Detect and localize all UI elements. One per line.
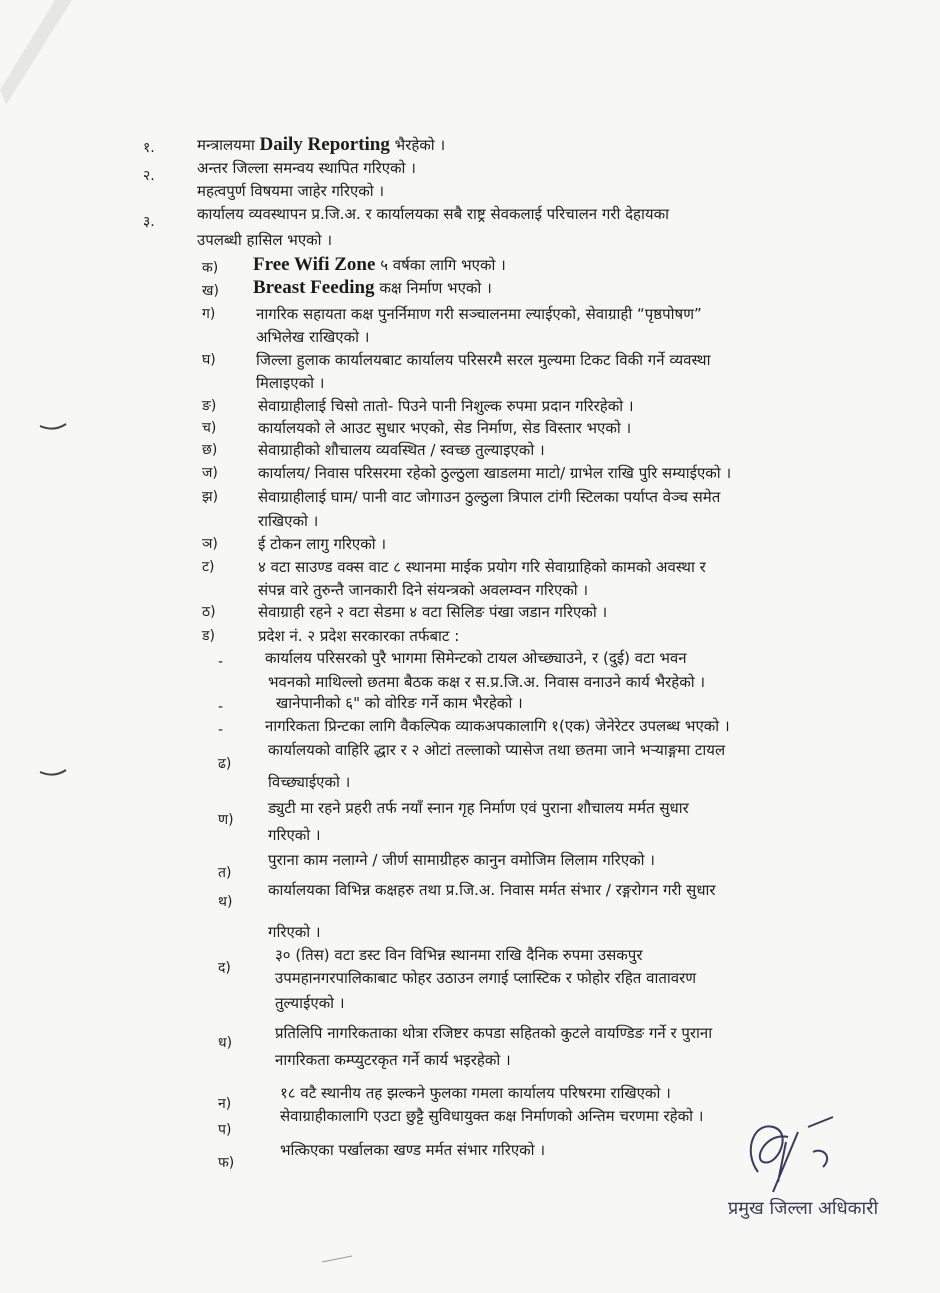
item-text-english: Daily Reporting bbox=[259, 134, 390, 155]
dash-text: भवनको माथिल्लो छतमा बैठक कक्ष र स.प्र.जि.अ. निवास वनाउने कार्य भैरहेको । bbox=[268, 673, 706, 691]
subitem-text: प्रदेश नं. २ प्रदेश सरकारका तर्फबाट : bbox=[258, 627, 460, 645]
subitem-label: ञ) bbox=[202, 536, 218, 552]
subitem-label: फ) bbox=[218, 1155, 235, 1171]
subitem-label: ध) bbox=[218, 1035, 233, 1051]
subitem-text: गरिएको । bbox=[268, 923, 321, 941]
item-text: महत्वपुर्ण विषयमा जाहेर गरिएको । bbox=[197, 182, 385, 200]
subitem-text: पुराना काम नलाग्ने / जीर्ण सामाग्रीहरु कानुन वमोजिम लिलाम गरिएको । bbox=[268, 851, 655, 869]
subitem-label: छ) bbox=[202, 442, 218, 458]
item-text-part: मन्त्रालयमा bbox=[197, 136, 260, 154]
subitem-label: ज) bbox=[202, 465, 218, 481]
subitem-text: ३० (तिस) वटा डस्ट विन विभिन्न स्थानमा राखि दैनिक रुपमा उसकपुर bbox=[275, 946, 643, 964]
subitem-text bbox=[253, 278, 492, 298]
item-text-part: भैरहेको । bbox=[389, 136, 446, 154]
subitem-label: द) bbox=[218, 960, 231, 976]
subitem-text: ४ वटा साउण्ड वक्स वाट ८ स्थानमा माईक प्रयोग गरि सेवाग्राहिको कामको अवस्था र bbox=[258, 558, 706, 576]
subitem-label: ख) bbox=[202, 283, 219, 299]
subitem-text: सेवाग्राही रहने २ वटा सेडमा ४ वटा सिलिङ पंखा जडान गरिएको । bbox=[258, 603, 608, 621]
subitem-text: ई टोकन लागु गरिएको । bbox=[258, 535, 387, 553]
subitem-text: प्रतिलिपि नागरिकताका थोत्रा रजिष्टर कपडा सहितको कुटले वायण्डिङ गर्ने र पुराना bbox=[275, 1024, 713, 1042]
subitem-text-english: Free Wifi Zone bbox=[253, 254, 376, 275]
subitem-label: ग) bbox=[202, 306, 216, 322]
subitem-text: सेवाग्राहीकालागि एउटा छुट्टै सुविधायुक्त कक्ष निर्माणको अन्तिम चरणमा रहेको । bbox=[280, 1107, 704, 1125]
signature-title: प्रमुख जिल्ला अधिकारी bbox=[728, 1198, 879, 1219]
subitem-label: त) bbox=[218, 865, 232, 881]
subitem-text bbox=[253, 255, 506, 275]
subitem-label: प) bbox=[218, 1122, 232, 1138]
subitem-text-english: Breast Feeding bbox=[253, 277, 375, 298]
subitem-text: नागरिकता कम्प्युटरकृत गर्ने कार्य भइरहेको । bbox=[275, 1051, 511, 1069]
subitem-text-part: कक्ष निर्माण भएको । bbox=[374, 279, 492, 297]
item-text: उपलब्धी हासिल भएको । bbox=[197, 231, 333, 249]
subitem-text: भत्किएका पर्खालका खण्ड मर्मत संभार गरिएको । bbox=[280, 1141, 546, 1159]
subitem-text: अभिलेख राखिएको । bbox=[256, 328, 370, 346]
subitem-text: कार्यालयका विभिन्न कक्षहरु तथा प्र.जि.अ. निवास मर्मत संभार / रङ्गरोगन गरी सुधार bbox=[268, 881, 716, 899]
subitem-label: ण) bbox=[218, 812, 234, 828]
subitem-label: ढ) bbox=[218, 756, 232, 772]
dash-bullet: - bbox=[218, 722, 224, 738]
dash-text: खानेपानीको ६" को वोरिङ गर्ने काम भैरहेको । bbox=[276, 694, 523, 712]
handwritten-signature bbox=[738, 1112, 858, 1202]
subitem-text: कार्यालय/ निवास परिसरमा रहेको ठुल्ठुला खाडलमा माटो/ ग्राभेल राखि पुरि सम्याईएको । bbox=[258, 464, 732, 482]
subitem-text: गरिएको । bbox=[268, 826, 321, 844]
subitem-text: नागरिक सहायता कक्ष पुनर्निमाण गरी सञ्चालनमा ल्याईएको, सेवाग्राही “पृष्ठपोषण” bbox=[256, 305, 702, 323]
subitem-text: सेवाग्राहीलाई चिसो तातो- पिउने पानी निशुल्क रुपमा प्रदान गरिरहेको । bbox=[258, 397, 634, 415]
subitem-text: राखिएको । bbox=[258, 512, 319, 530]
subitem-text: कार्यालयको वाहिरि द्धार र २ ओटां तल्लाको प्यासेज तथा छतमा जाने भऱ्याङ्गमा टायल bbox=[268, 741, 726, 759]
subitem-label: क) bbox=[202, 260, 219, 276]
dash-text: कार्यालय परिसरको पुरै भागमा सिमेन्टको टायल ओच्छ्याउने, र (दुई) वटा भवन bbox=[265, 649, 687, 667]
item-number: १. bbox=[143, 140, 155, 156]
subitem-text: कार्यालयको ले आउट सुधार भएको, सेड निर्माण, सेड विस्तार भएको । bbox=[258, 419, 632, 437]
subitem-text: ड्युटी मा रहने प्रहरी तर्फ नयाँ स्नान गृह निर्माण एवं पुराना शौचालय मर्मत सुधार bbox=[268, 799, 689, 817]
subitem-label: ठ) bbox=[202, 604, 216, 620]
item-number: ३. bbox=[143, 214, 155, 230]
dash-bullet: - bbox=[218, 699, 224, 715]
subitem-label: न) bbox=[218, 1096, 232, 1112]
subitem-label: ङ) bbox=[202, 398, 217, 414]
subitem-text: सेवाग्राहीको शौचालय व्यवस्थित / स्वच्छ तुल्याइएको । bbox=[258, 441, 545, 459]
item-text: अन्तर जिल्ला समन्वय स्थापित गरिएको । bbox=[197, 159, 416, 177]
item-text bbox=[197, 135, 445, 155]
subitem-label: थ) bbox=[218, 894, 233, 910]
item-text: कार्यालय व्यवस्थापन प्र.जि.अ. र कार्यालयका सबै राष्ट्र सेवकलाई परिचालन गरी देहायका bbox=[197, 205, 670, 223]
subitem-label: घ) bbox=[202, 352, 216, 368]
subitem-label: च) bbox=[202, 420, 217, 436]
subitem-text: जिल्ला हुलाक कार्यालयबाट कार्यालय परिसरमै सरल मुल्यमा टिकट विकी गर्ने व्यवस्था bbox=[256, 351, 711, 369]
subitem-label: ड) bbox=[202, 628, 215, 644]
subitem-text: मिलाइएको । bbox=[256, 374, 325, 392]
subitem-label: ट) bbox=[202, 559, 215, 575]
subitem-text: १८ वटै स्थानीय तह झल्कने फुलका गमला कार्यालय परिषरमा राखिएको । bbox=[280, 1084, 671, 1102]
subitem-text: तुल्याईएको । bbox=[275, 994, 345, 1012]
dash-bullet: - bbox=[218, 654, 224, 670]
subitem-text: विच्छ्याईएको । bbox=[268, 773, 351, 791]
subitem-text-part: ५ वर्षका लागि भएको । bbox=[375, 256, 506, 274]
dash-text: नागरिकता प्रिन्टका लागि वैकल्पिक व्याकअपकालागि १(एक) जेनेरेटर उपलब्ध भएको । bbox=[265, 717, 730, 735]
item-number: २. bbox=[143, 168, 155, 184]
subitem-text: उपमहानगरपालिकाबाट फोहर उठाउन लगाई प्लास्टिक र फोहोर रहित वातावरण bbox=[275, 969, 697, 987]
subitem-text: सेवाग्राहीलाई घाम/ पानी वाट जोगाउन ठुल्ठुला त्रिपाल टांगी स्टिलका पर्याप्त वेञ्च समेत bbox=[258, 488, 721, 506]
subitem-text: संपन्न वारे तुरुन्तै जानकारी दिने संयन्त्रको अवलम्वन गरिएको । bbox=[258, 581, 589, 599]
subitem-label: झ) bbox=[202, 489, 219, 505]
